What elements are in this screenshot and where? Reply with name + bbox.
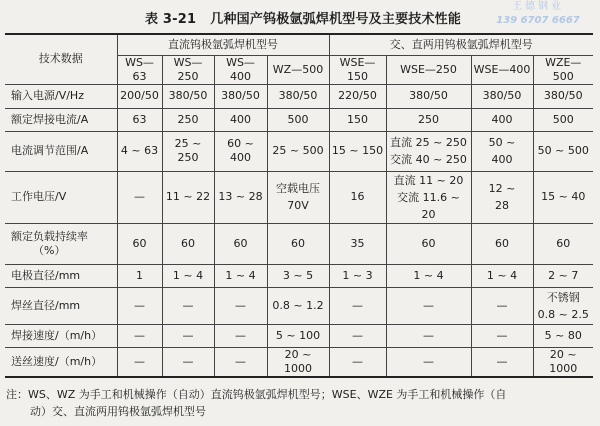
cell-text: — (134, 190, 145, 203)
cell-text: 400 (491, 153, 513, 166)
cell-text: 0.8 ~ 2.5 (537, 307, 589, 321)
cell-text: 250 (418, 112, 439, 126)
row-label-text: （%） (33, 243, 66, 257)
cell-text: 20 ~ 1000 (549, 347, 578, 375)
table-cell (329, 108, 386, 131)
cell-text: 16 (350, 190, 365, 203)
table-cell (117, 223, 162, 264)
row-label-text: 电极直径/mm (11, 268, 81, 282)
table-cell (471, 347, 533, 377)
cell-text: 13 ~ 28 (218, 190, 263, 203)
table-cell (386, 131, 471, 171)
cell-text: 1 ~ 3 (342, 268, 373, 282)
table-cell (267, 171, 329, 223)
cell-text: 60 ~ 400 (227, 137, 254, 164)
cell-text: 60 (421, 236, 436, 250)
cell-text: 380/50 (221, 89, 260, 102)
table-cell (117, 324, 162, 347)
cell-text: 0.8 ~ 1.2 (272, 298, 324, 312)
table-cell (267, 347, 329, 377)
table-cell (214, 287, 267, 324)
table-cell (471, 223, 533, 264)
model-header-cell: WS—400 (214, 55, 267, 84)
cell-text: — (235, 328, 246, 342)
cell-text: 交流 11.6 ~ 20 (397, 190, 460, 221)
table-cell (329, 324, 386, 347)
cell-text: 15 ~ 150 (331, 144, 384, 157)
table-cell (214, 171, 267, 223)
table-row (5, 287, 593, 324)
cell-text: 60 (291, 236, 305, 250)
table-cell (267, 108, 329, 131)
cell-text: 70V (287, 199, 309, 212)
table-cell (386, 264, 471, 287)
table-cell (533, 171, 593, 223)
row-label-text: 额定负载持续率 (11, 229, 88, 243)
cell-text: 20 ~ 1000 (284, 347, 312, 375)
cell-text: 400 (230, 112, 251, 126)
cell-text: 25 ~ 500 (272, 144, 324, 157)
table-number: 表 3-21 (145, 12, 197, 27)
table-cell (471, 108, 533, 131)
cell-text: 50 ~ (488, 136, 516, 149)
cell-text: 380/50 (543, 89, 583, 102)
table-cell (533, 347, 593, 377)
table-cell (162, 264, 214, 287)
table-cell (162, 287, 214, 324)
cell-text: — (496, 298, 508, 312)
table-cell (533, 287, 593, 324)
group-header-dc: 直流钨极氩弧焊机型号 (117, 34, 329, 55)
table-cell (117, 264, 162, 287)
table-row (5, 131, 593, 171)
spec-table (5, 33, 593, 378)
table-cell (533, 223, 593, 264)
footnote-line-1: 注：WS、WZ 为手工和机械操作（自动）直流钨极氩弧焊机型号；WSE、WZE 为手工和机械操作（自 (6, 388, 507, 401)
cell-text: — (423, 298, 434, 312)
cell-text: 35 (350, 236, 365, 250)
cell-text: 25 ~ 250 (174, 137, 202, 164)
table-row (5, 84, 593, 108)
cell-text: — (423, 328, 434, 342)
cell-text: 3 ~ 5 (282, 268, 314, 282)
table-cell (533, 131, 593, 171)
table-cell (162, 324, 214, 347)
cell-text: 400 (491, 112, 513, 126)
table-cell (329, 223, 386, 264)
cell-text: 60 (556, 236, 571, 250)
cell-text: — (182, 298, 194, 312)
table-cell (329, 131, 386, 171)
table-cell (214, 223, 267, 264)
table-cell (329, 84, 386, 108)
cell-text: 60 (233, 236, 248, 250)
row-label-cell (5, 84, 117, 108)
cell-text: 28 (495, 199, 509, 212)
row-label-text: 输入电源/V/Hz (11, 89, 84, 102)
table-row (5, 264, 593, 287)
cell-text: 500 (552, 112, 574, 126)
table-cell (386, 347, 471, 377)
table-cell (386, 108, 471, 131)
row-label-cell (5, 324, 117, 347)
header-label-cell: 技术数据 (5, 34, 117, 84)
row-label-text: 焊接速度/（m/h） (11, 328, 103, 342)
table-cell (471, 131, 533, 171)
watermark (482, 0, 594, 28)
table-cell (533, 84, 593, 108)
cell-text: 63 (132, 112, 147, 126)
cell-text: — (235, 354, 246, 368)
table-cell (214, 264, 267, 287)
cell-text: — (235, 298, 246, 312)
table-cell (533, 264, 593, 287)
table-cell (214, 347, 267, 377)
footnote (6, 386, 594, 420)
table-cell (162, 223, 214, 264)
cell-text: 直流 11 ~ 20 (393, 173, 464, 187)
table-cell (267, 324, 329, 347)
cell-text: — (134, 328, 145, 342)
cell-text: 空载电压 (276, 182, 320, 195)
table-cell (533, 108, 593, 131)
cell-text: 4 ~ 63 (120, 144, 159, 157)
cell-text: 2 ~ 7 (548, 268, 579, 282)
cell-text: — (134, 298, 145, 312)
cell-text: 5 ~ 80 (544, 328, 582, 342)
row-label-cell (5, 347, 117, 377)
cell-text: — (182, 354, 194, 368)
cell-text: 15 ~ 40 (541, 190, 586, 203)
cell-text: 11 ~ 22 (165, 190, 211, 203)
table-cell (267, 287, 329, 324)
table-caption (145, 8, 461, 27)
cell-text: 1 ~ 4 (172, 268, 204, 282)
table-cell (117, 131, 162, 171)
table-cell (162, 171, 214, 223)
table-row (5, 171, 593, 223)
table-cell (267, 84, 329, 108)
table-cell (329, 287, 386, 324)
table-cell (214, 108, 267, 131)
cell-text: 380/50 (168, 89, 208, 102)
table-cell (471, 171, 533, 223)
cell-text: 380/50 (409, 89, 448, 102)
cell-text: — (352, 328, 363, 342)
cell-text: 150 (347, 112, 368, 126)
cell-text: 交流 40 ~ 250 (390, 153, 467, 166)
model-header-cell: WZE—500 (533, 55, 593, 84)
model-header-cell: WSE—400 (471, 55, 533, 84)
cell-text: — (182, 328, 194, 342)
model-header-cell: WSE—250 (386, 55, 471, 84)
table-cell (267, 264, 329, 287)
row-label-cell (5, 171, 117, 223)
table-body (5, 84, 593, 377)
model-header-cell: WS—250 (162, 55, 214, 84)
table-cell (329, 171, 386, 223)
row-label-text: 焊丝直径/mm (11, 298, 81, 312)
table-row (5, 108, 593, 131)
cell-text: 250 (177, 112, 199, 126)
cell-text: 380/50 (482, 89, 522, 102)
footnote-line-2: 动）交、直流两用钨极氩弧焊机型号 (30, 405, 206, 418)
cell-text: 60 (181, 236, 195, 250)
cell-text: 200/50 (120, 89, 159, 102)
cell-text: 直流 25 ~ 250 (390, 136, 467, 149)
row-label-cell (5, 264, 117, 287)
table-cell (471, 84, 533, 108)
table-cell (117, 287, 162, 324)
cell-text: 60 (495, 236, 509, 250)
cell-text: 60 (132, 236, 147, 250)
model-header-cell: WZ—500 (267, 55, 329, 84)
watermark-name: 王德钢业 (512, 1, 564, 12)
cell-text: — (352, 354, 363, 368)
table-cell (386, 324, 471, 347)
cell-text: — (496, 328, 508, 342)
row-label-text: 电流调节范围/A (11, 144, 89, 157)
model-header-cell: WS—63 (117, 55, 162, 84)
table-cell (117, 171, 162, 223)
table-cell (329, 264, 386, 287)
table-cell (162, 131, 214, 171)
cell-text: — (134, 354, 145, 368)
cell-text: 220/50 (338, 89, 377, 102)
table-cell (386, 84, 471, 108)
table-row (5, 324, 593, 347)
table-cell (117, 84, 162, 108)
cell-text: — (496, 354, 508, 368)
table-cell (267, 131, 329, 171)
table-cell (117, 347, 162, 377)
table-cell (533, 324, 593, 347)
table-cell (162, 347, 214, 377)
watermark-phone: 139 6707 6667 (496, 15, 580, 26)
row-label-text: 额定焊接电流/A (11, 112, 89, 126)
cell-text: — (423, 354, 434, 368)
table-cell (471, 287, 533, 324)
group-header-acdc: 交、直两用钨极氩弧焊机型号 (329, 34, 593, 55)
cell-text: 5 ~ 100 (275, 328, 321, 342)
row-label-cell (5, 223, 117, 264)
table-cell (386, 287, 471, 324)
table-cell (386, 171, 471, 223)
table-cell (329, 347, 386, 377)
table-cell (214, 84, 267, 108)
cell-text: 12 ~ (488, 182, 516, 195)
cell-text: 1 ~ 4 (413, 268, 444, 282)
table-cell (162, 84, 214, 108)
table-cell (471, 324, 533, 347)
table-cell (386, 223, 471, 264)
row-label-cell (5, 287, 117, 324)
row-label-text: 送丝速度/（m/h） (11, 354, 103, 368)
group-header-row (5, 34, 593, 55)
cell-text: 380/50 (278, 89, 318, 102)
cell-text: 50 ~ 500 (537, 144, 589, 157)
table-row (5, 223, 593, 264)
row-label-text: 工作电压/V (11, 190, 67, 203)
cell-text: 1 (136, 268, 143, 282)
row-label-cell (5, 108, 117, 131)
table-cell (162, 108, 214, 131)
model-header-cell: WSE—150 (329, 55, 386, 84)
cell-text: 不锈钢 (546, 290, 580, 304)
cell-text: 500 (287, 112, 309, 126)
table-cell (117, 108, 162, 131)
table-row (5, 347, 593, 377)
cell-text: — (352, 298, 363, 312)
row-label-cell (5, 131, 117, 171)
table-cell (267, 223, 329, 264)
table-cell (214, 324, 267, 347)
cell-text: 1 ~ 4 (225, 268, 256, 282)
table-cell (214, 131, 267, 171)
cell-text: 1 ~ 4 (486, 268, 518, 282)
table-cell (471, 264, 533, 287)
table-title: 几种国产钨极氩弧焊机型号及主要技术性能 (210, 12, 462, 27)
